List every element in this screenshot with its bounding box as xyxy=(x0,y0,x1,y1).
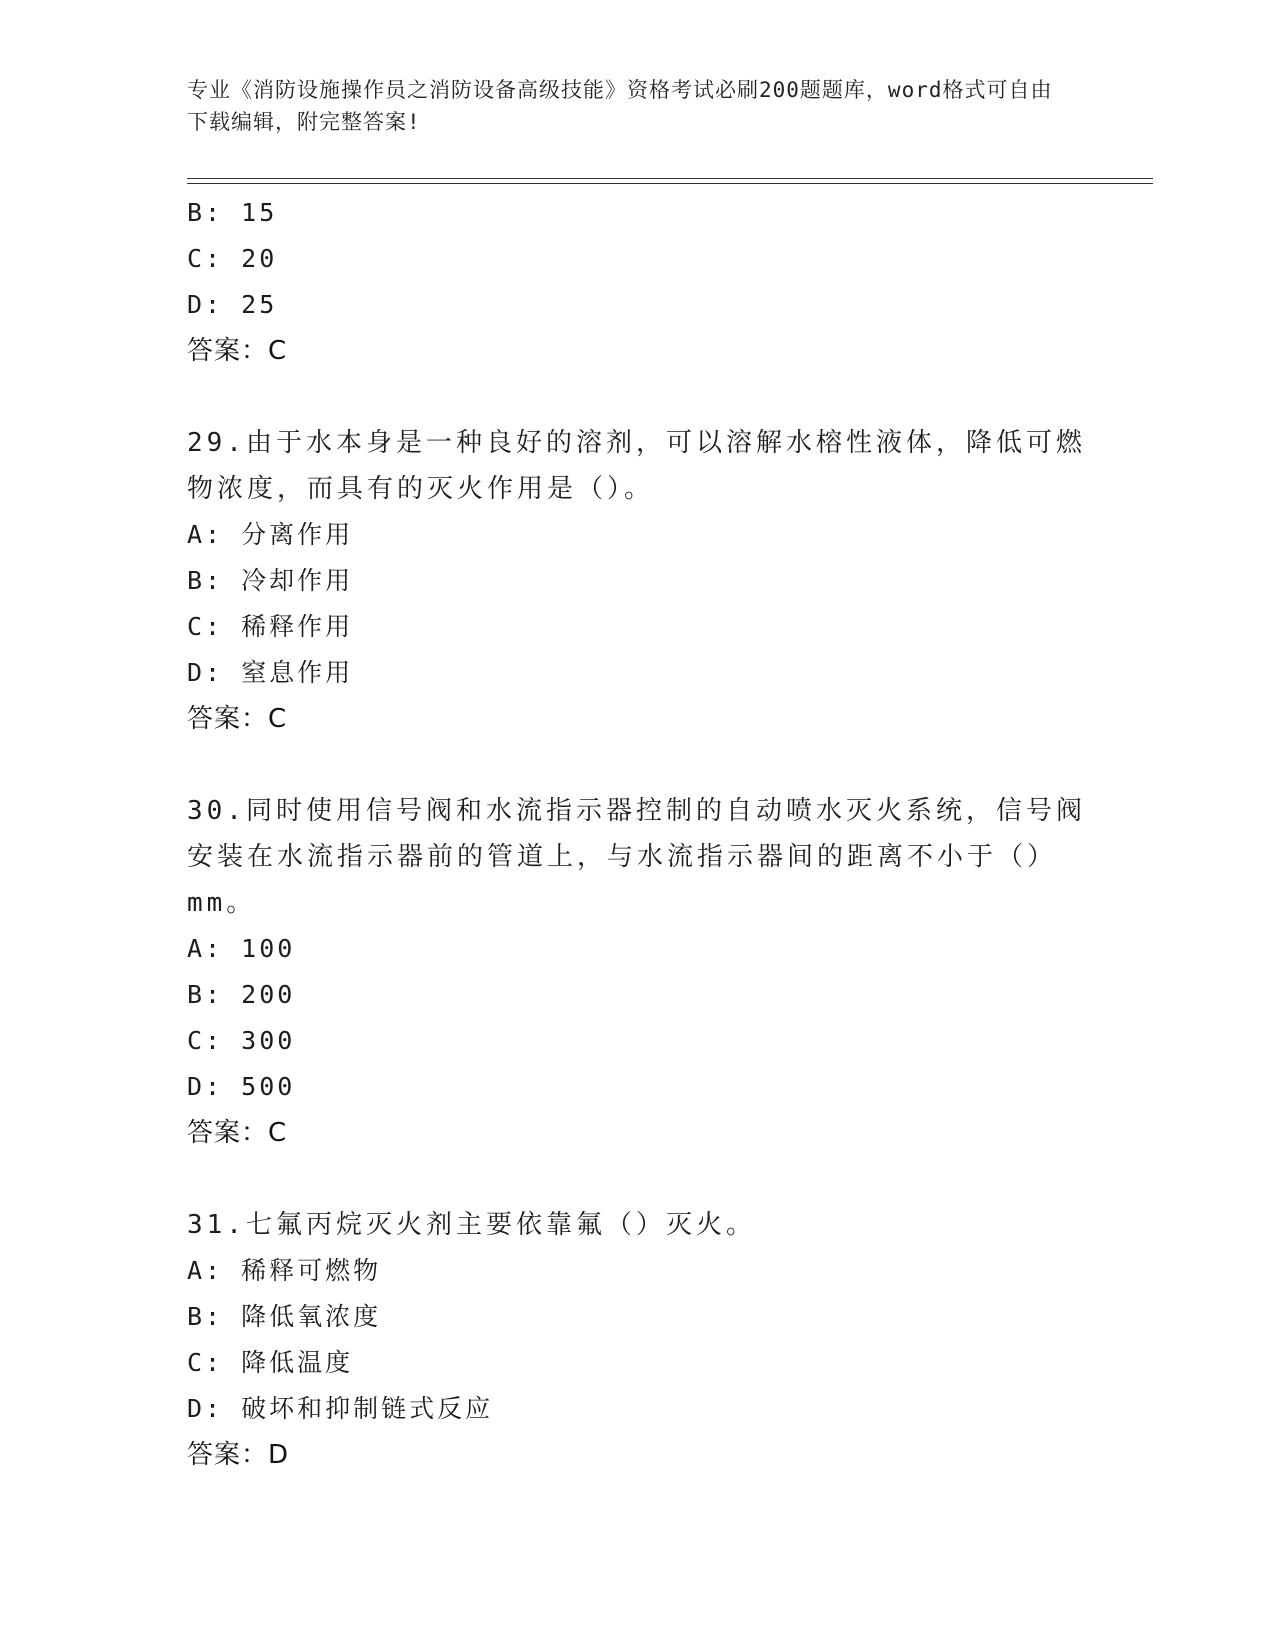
option-c: C: 300 xyxy=(187,1026,296,1055)
option-b: B: 200 xyxy=(187,980,296,1009)
question-stem: 31.七氟丙烷灭火剂主要依靠氟（）灭火。 xyxy=(187,1210,756,1240)
question-29 xyxy=(187,420,1087,742)
option-d: D: 破坏和抑制链式反应 xyxy=(187,1394,494,1423)
option-a: A: 100 xyxy=(187,934,296,963)
option-c: C: 20 xyxy=(187,244,278,273)
question-30 xyxy=(187,788,1087,1156)
answer-line: 答案：D xyxy=(187,1440,290,1470)
option-d: D: 25 xyxy=(187,290,278,319)
document-header: 专业《消防设施操作员之消防设备高级技能》资格考试必刷200题题库，word格式可自由下载编辑，附完整答案! xyxy=(187,78,1053,134)
partial-question xyxy=(187,190,1087,374)
option-a: A: 分离作用 xyxy=(187,520,354,549)
option-c: C: 稀释作用 xyxy=(187,612,354,641)
option-c: C: 降低温度 xyxy=(187,1348,354,1377)
option-a: A: 稀释可燃物 xyxy=(187,1256,382,1285)
option-b: B: 15 xyxy=(187,198,278,227)
option-d: D: 500 xyxy=(187,1072,296,1101)
option-b: B: 降低氧浓度 xyxy=(187,1302,382,1331)
question-stem: 29.由于水本身是一种良好的溶剂，可以溶解水榕性液体，降低可燃物浓度，而具有的灭火作用是（）。 xyxy=(187,428,1086,504)
option-b: B: 冷却作用 xyxy=(187,566,354,595)
answer-line: 答案：C xyxy=(187,336,288,366)
answer-line: 答案：C xyxy=(187,1118,288,1148)
header-divider-bottom xyxy=(187,183,1153,184)
header-divider-top xyxy=(187,178,1153,179)
question-stem: 30.同时使用信号阀和水流指示器控制的自动喷水灭火系统，信号阀安装在水流指示器前的管道上，与水流指示器间的距离不小于（）mm。 xyxy=(187,796,1086,918)
answer-line: 答案：C xyxy=(187,704,288,734)
question-31 xyxy=(187,1202,1087,1478)
option-d: D: 窒息作用 xyxy=(187,658,354,687)
document-body xyxy=(187,190,1087,1478)
